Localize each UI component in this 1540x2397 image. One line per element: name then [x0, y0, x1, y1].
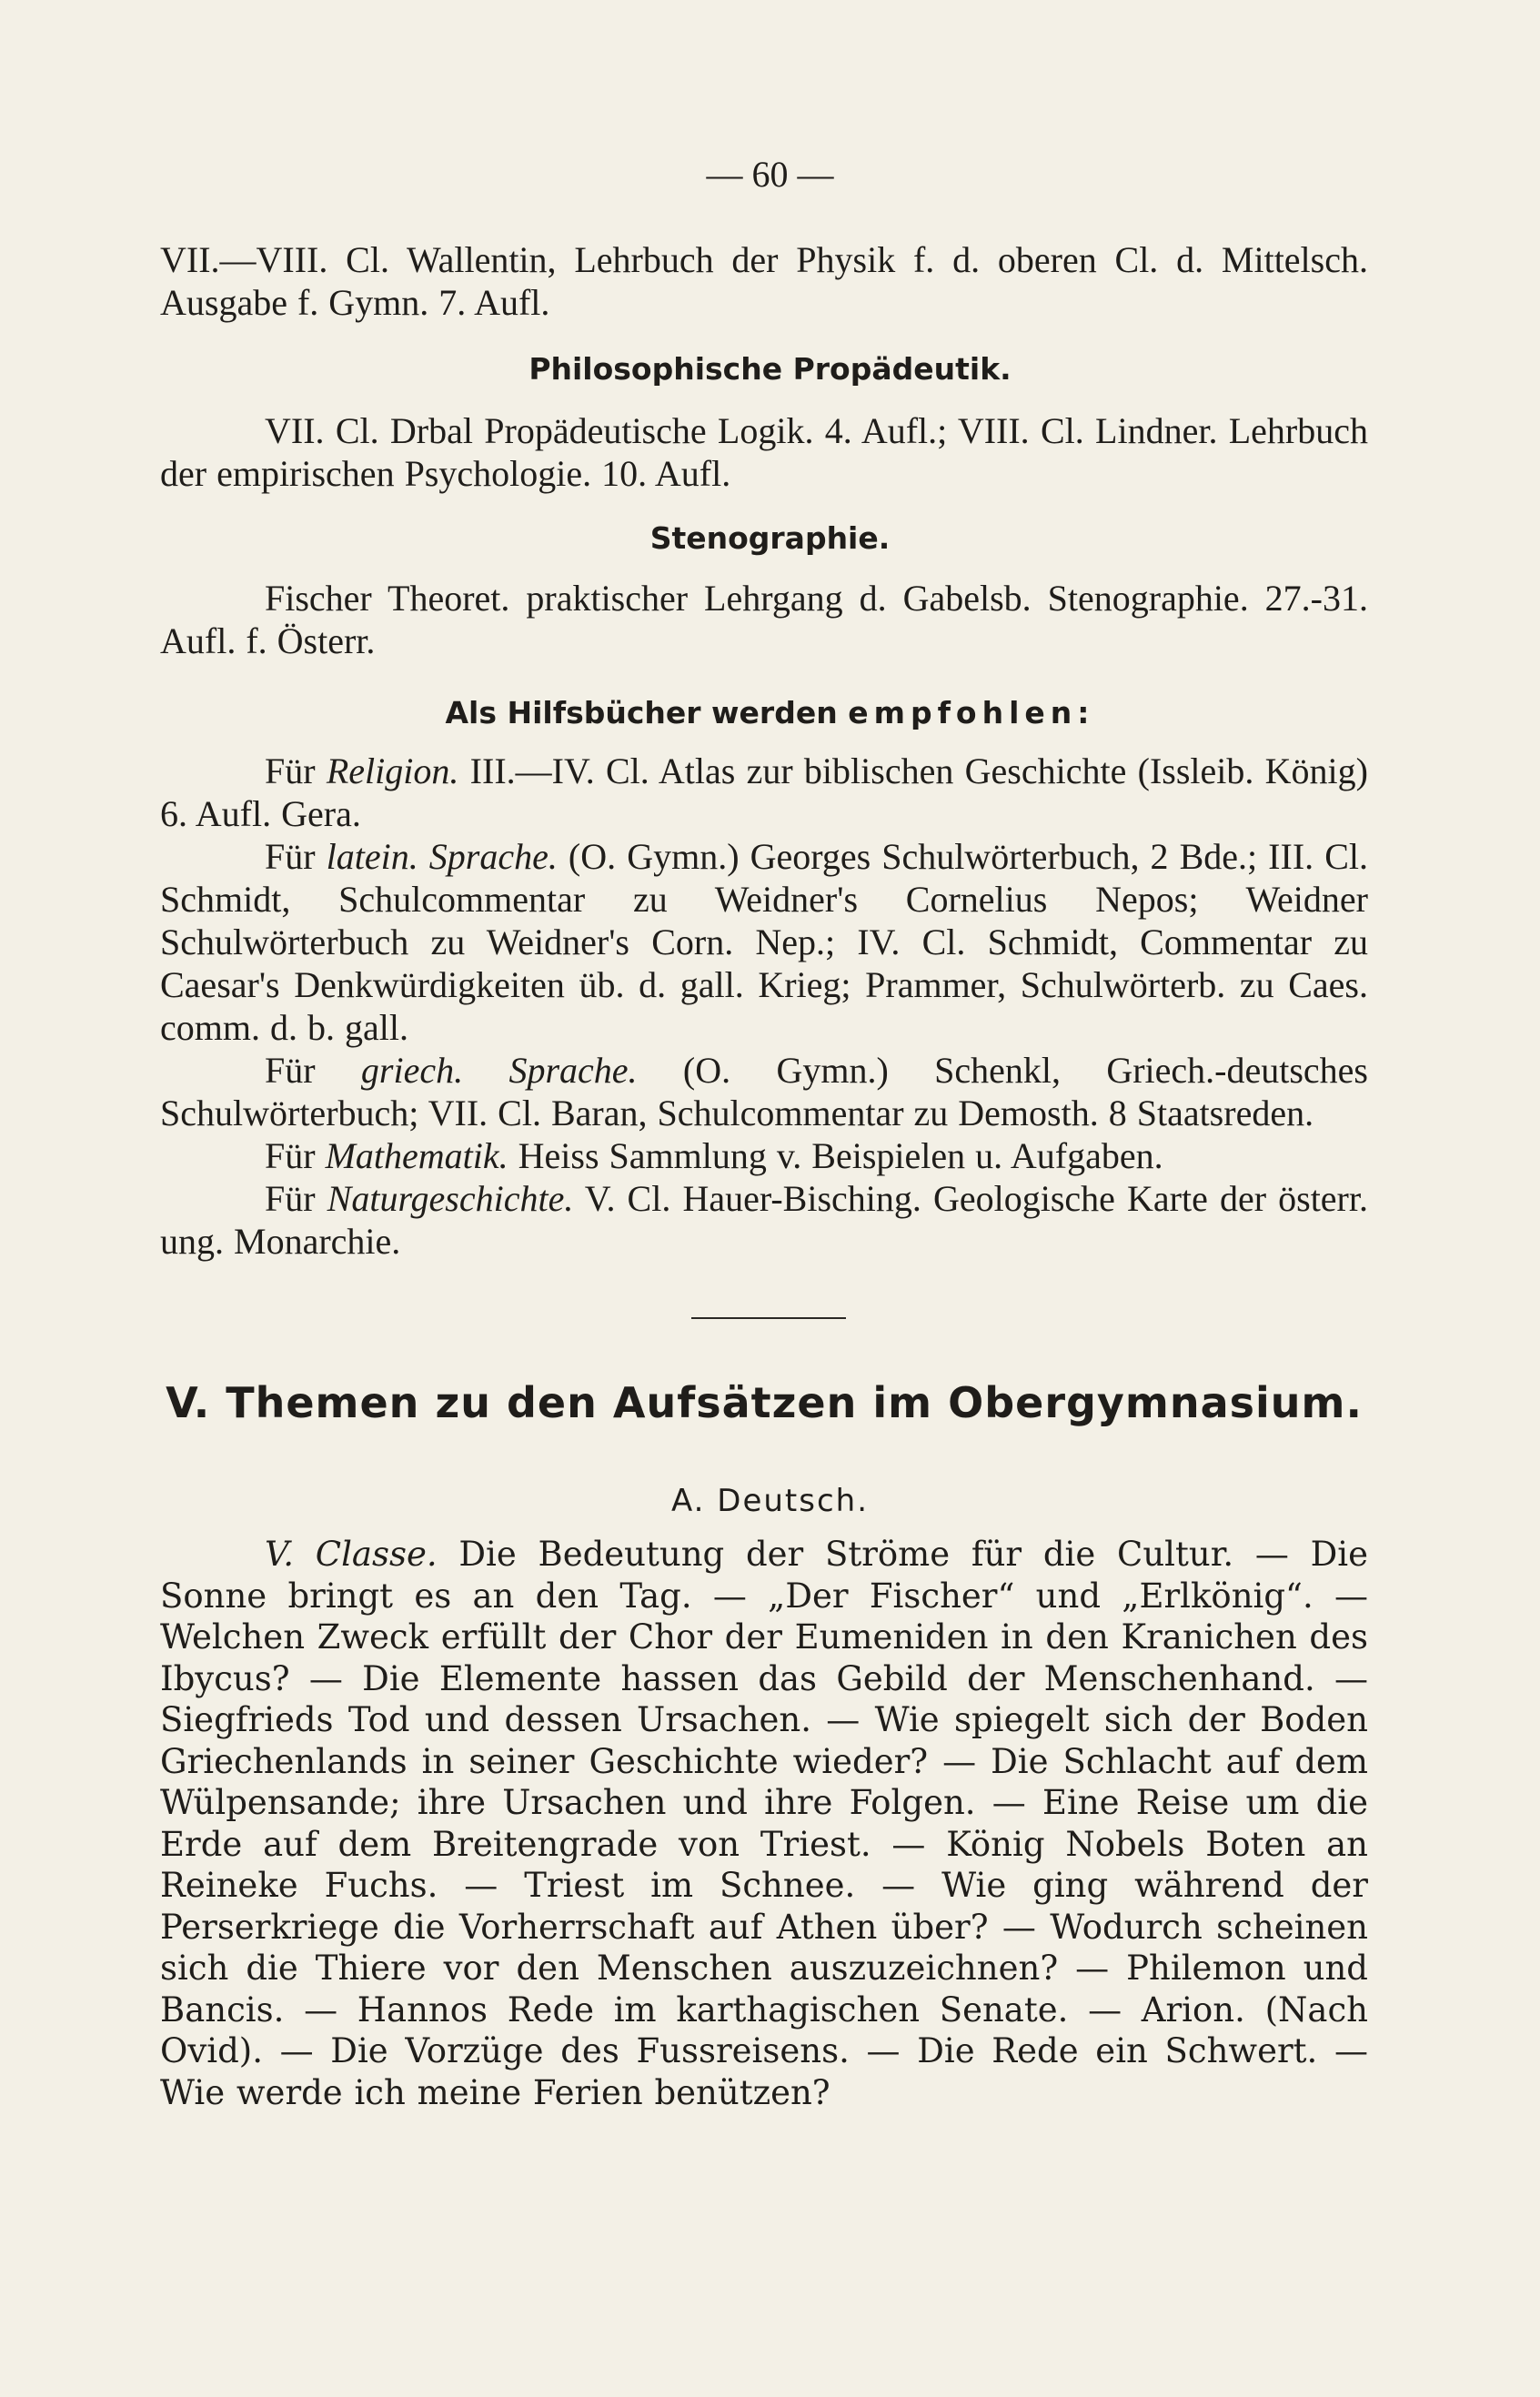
section-divider: [691, 1317, 846, 1319]
stenography-entry: [160, 577, 1368, 662]
latin-text: (O. Gymn.) Georges Schulwörterbuch, 2 Bde.; III. Cl. Schmidt, Schulcommentar zu Weidner's Cornelius Nepos; Weidner Schulwörterbuch zu Weidner's Corn. Nep.; IV. Cl. Schmidt, Commentar zu Caesar's Denkwürdigkeiten üb. d. gall. Krieg; Prammer, Schulwörterb. zu Caes. comm. d. b. gall.: [160, 836, 1368, 1048]
recommended-books-list: [160, 750, 1368, 1263]
greek-subject: griech. Sprache.: [360, 1050, 638, 1091]
greek-entry: [160, 1049, 1368, 1134]
nature-lead: Für: [265, 1178, 327, 1219]
math-subject: Mathematik.: [325, 1135, 508, 1176]
page-number: — 60 —: [706, 154, 834, 195]
nature-entry: [160, 1177, 1368, 1263]
religion-lead: Für: [265, 750, 327, 791]
section-title: V. Themen zu den Aufsätzen im Obergymnasium.: [166, 1378, 1363, 1427]
philosophy-entry: [160, 409, 1368, 495]
nature-text: V. Cl. Hauer-Bisching. Geologische Karte der österr. ung. Monarchie.: [160, 1178, 1368, 1262]
classe-v-topics: [160, 1534, 1368, 2113]
subsection-title: A. Deutsch.: [670, 1483, 870, 1519]
stenography-text: Fischer Theoret. praktischer Lehrgang d. Gabelsb. Stenographie. 27.-31. Aufl. f. Österr.: [160, 578, 1368, 661]
greek-lead: Für: [265, 1050, 361, 1091]
stenography-heading: Stenographie.: [649, 520, 891, 556]
classe-v-paragraph: [160, 1534, 1368, 2113]
math-text: Heiss Sammlung v. Beispielen u. Aufgaben.: [508, 1135, 1163, 1176]
recommended-heading-part1: Als Hilfsbücher werden: [445, 695, 849, 730]
religion-subject: Religion.: [326, 750, 459, 791]
recommended-heading-part2: empfohlen:: [848, 695, 1095, 730]
math-lead: Für: [265, 1135, 326, 1176]
latin-subject: latein. Sprache.: [326, 836, 558, 877]
nature-subject: Naturgeschichte.: [327, 1178, 574, 1219]
greek-text: (O. Gymn.) Schenkl, Griech.-deutsches Schulwörterbuch; VII. Cl. Baran, Schulcommentar zu Demosth. 8 Staatsreden.: [160, 1050, 1368, 1133]
philosophy-heading: Philosophische Propädeutik.: [528, 351, 1012, 387]
physics-text: VII.—VIII. Cl. Wallentin, Lehrbuch der Physik f. d. oberen Cl. d. Mittelsch. Ausgabe f. Gymn. 7. Aufl.: [160, 239, 1368, 323]
math-entry: [160, 1134, 1368, 1177]
philosophy-text: VII. Cl. Drbal Propädeutische Logik. 4. Aufl.; VIII. Cl. Lindner. Lehrbuch der empirischen Psychologie. 10. Aufl.: [160, 410, 1368, 494]
religion-entry: [160, 750, 1368, 835]
physics-entry: [160, 238, 1368, 324]
classe-text: Die Bedeutung der Ströme für die Cultur. — Die Sonne bringt es an den Tag. — „Der Fischer“ und „Erlkönig“. — Welchen Zweck erfüllt der Chor der Eumeniden in den Kranichen des Ibycus? — Die Elemente hassen das Gebild der Menschenhand. — Siegfrieds Tod und dessen Ursachen. — Wie spiegelt sich der Boden Griechenlands in seiner Geschichte wieder? — Die Schlacht auf dem Wülpensande; ihre Ursachen und ihre Folgen. — Eine Reise um die Erde auf dem Breitengrade von Triest. — König Nobels Boten an Reineke Fuchs. — Triest im Schnee. — Wie ging während der Perserkriege die Vorherrschaft auf Athen über? — Wodurch scheinen sich die Thiere vor den Menschen auszuzeichnen? — Philemon und Bancis. — Hannos Rede im karthagischen Senate. — Arion. (Nach Ovid). — Die Vorzüge des Fussreisens. — Die Rede ein Schwert. — Wie werde ich meine Ferien benützen?: [160, 1535, 1368, 2112]
recommended-books-heading: [0, 693, 1540, 733]
latin-lead: Für: [265, 836, 327, 877]
latin-entry: [160, 835, 1368, 1049]
classe-label: V. Classe.: [265, 1535, 438, 1574]
religion-text: III.—IV. Cl. Atlas zur biblischen Geschichte (Issleib. König) 6. Aufl. Gera.: [160, 750, 1368, 834]
